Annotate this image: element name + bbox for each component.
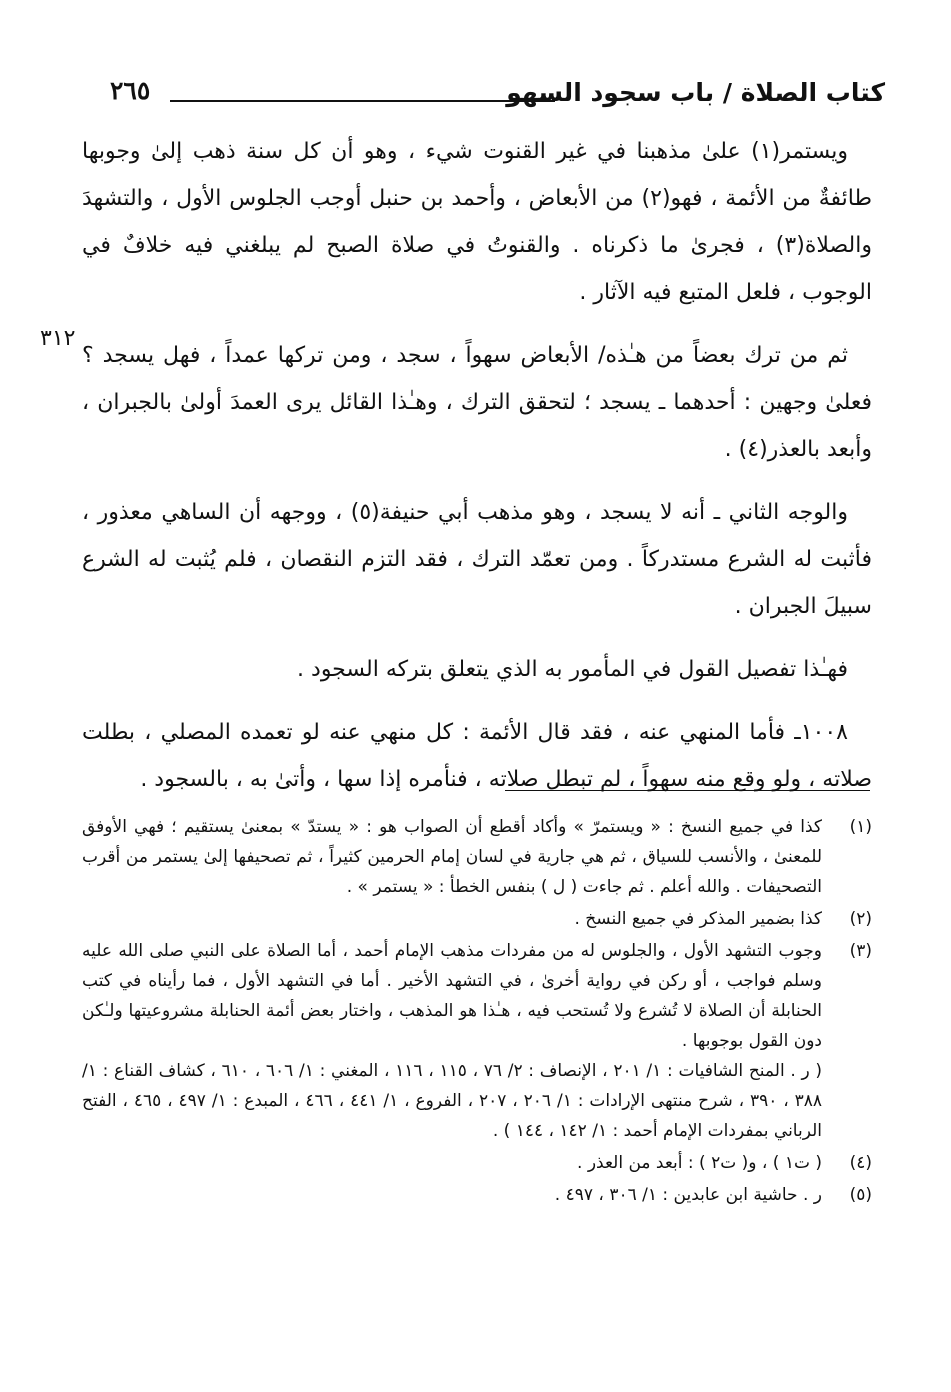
paragraph: ويستمر(١) علىٰ مذهبنا في غير القنوت شيء ، وهو أن كل سنة ذهب إلىٰ وجوبها طائفةٌ من الأئمة ، فهو(٢) من الأبعاض ، وأحمد بن حنبل أوجب الجلوس الأول ، والتشهدَ والصلاة(٣) ، فجرىٰ ما ذكرناه . والقنوتُ في صلاة الصبح لم يبلغني فيه خلافٌ في الوجوب ، فلعل المتبع فيه الآثار . <box>82 139 872 305</box>
footnote <box>82 936 872 1146</box>
chapter-title: كتاب الصلاة / باب سجود السهو <box>506 78 885 107</box>
footnote <box>82 904 872 934</box>
main-text <box>82 128 872 819</box>
footnote-separator <box>505 790 870 791</box>
paragraph: ١٠٠٨ـ فأما المنهي عنه ، فقد قال الأئمة : كل منهي عنه لو تعمده المصلي ، بطلت صلاته ، ولو وقع منه سهواً ، لم تبطل صلاته ، فنأمره إذا سها ، وأتىٰ به ، بالسجود . <box>82 720 872 792</box>
footnotes <box>82 812 872 1212</box>
running-header <box>110 78 885 118</box>
footnote-body <box>82 936 822 1146</box>
footnote <box>82 1148 872 1178</box>
page-number: ٢٦٥ <box>110 76 151 105</box>
margin-page-reference: ٣١٢ <box>40 326 76 351</box>
footnote-text: كذا في جميع النسخ : « ويستمرّ » وأكاد أقطع أن الصواب هو : « يستدّ » بمعنىٰ يستقيم ؛ فهي الأوفق للمعنىٰ ، والأنسب للسياق ، ثم هي جارية في لسان إمام الحرمين كثيراً ، ثم تصحيفها إلىٰ يستمر من أقرب التصحيفات . والله أعلم . ثم جاءت ( ل ) بنفس الخطأ : « يستمر » . <box>82 817 822 897</box>
footnote-number: (١) <box>849 817 872 837</box>
footnote-text: ر . حاشية ابن عابدين : ١/ ٣٠٦ ، ٤٩٧ . <box>554 1185 822 1205</box>
footnote-reference: ( ر . المنح الشافيات : ١/ ٢٠١ ، الإنصاف : ٢/ ٧٦ ، ١١٥ ، ١١٦ ، المغني : ١/ ٦٠٦ ، ٦١٠ ، كشاف القناع : ١/ ٣٨٨ ، ٣٩٠ ، شرح منتهى الإرادات : ١/ ٢٠٦ ، ٢٠٧ ، الفروع ، ١/ ٤٤١ ، ٤٦٦ ، المبدع : ١/ ٤٩٧ ، ٤٦٥ ، الفتح الرباني بمفردات الإمام أحمد : ١/ ١٤٢ ، ١٤٤ ) . <box>82 1061 823 1141</box>
footnote-number: (٣) <box>849 941 872 961</box>
footnote-text: ( ت١ ) ، و( ت٢ ) : أبعد من العذر . <box>577 1153 822 1173</box>
paragraph: ثم من ترك بعضاً من هـٰذه/ الأبعاض سهواً ، سجد ، ومن تركها عمداً ، فهل يسجد ؟ فعلىٰ وجهين : أحدهما ـ يسجد ؛ لتحقق الترك ، وهـٰذا القائل يرى العمدَ أولىٰ بالجبران ، وأبعد بالعذر(٤) . <box>82 343 872 462</box>
footnote-number: (٥) <box>849 1185 872 1205</box>
paragraph: فهـٰذا تفصيل القول في المأمور به الذي يتعلق بتركه السجود . <box>297 657 848 682</box>
footnote-number: (٢) <box>849 909 872 929</box>
footnote <box>82 1180 872 1210</box>
footnote-number: (٤) <box>849 1153 872 1173</box>
footnote-text: كذا بضمير المذكر في جميع النسخ . <box>574 909 822 929</box>
footnote <box>82 812 872 902</box>
footnote-text: وجوب التشهد الأول ، والجلوس له من مفردات مذهب الإمام أحمد ، أما الصلاة على النبي صلى الله عليه وسلم فواجب ، أو ركن في رواية أخرىٰ ، في التشهد الأخير . أما في التشهد الأول ، فما رأيناه في كتب الحنابلة أن الصلاة لا تُشرع ولا تُستحب فيه ، هـٰذا هو المذهب ، واختار بعض أئمة الحنابلة مشروعيتها ولـٰكن دون القول بوجوبها . <box>82 941 822 1051</box>
header-rule <box>170 100 555 102</box>
paragraph: والوجه الثاني ـ أنه لا يسجد ، وهو مذهب أبي حنيفة(٥) ، ووجهه أن الساهي معذور ، فأثبت له الشرع مستدركاً . ومن تعمّد الترك ، فقد التزم النقصان ، فلم يُثبت له الشرع سبيلَ الجبران . <box>82 500 872 619</box>
